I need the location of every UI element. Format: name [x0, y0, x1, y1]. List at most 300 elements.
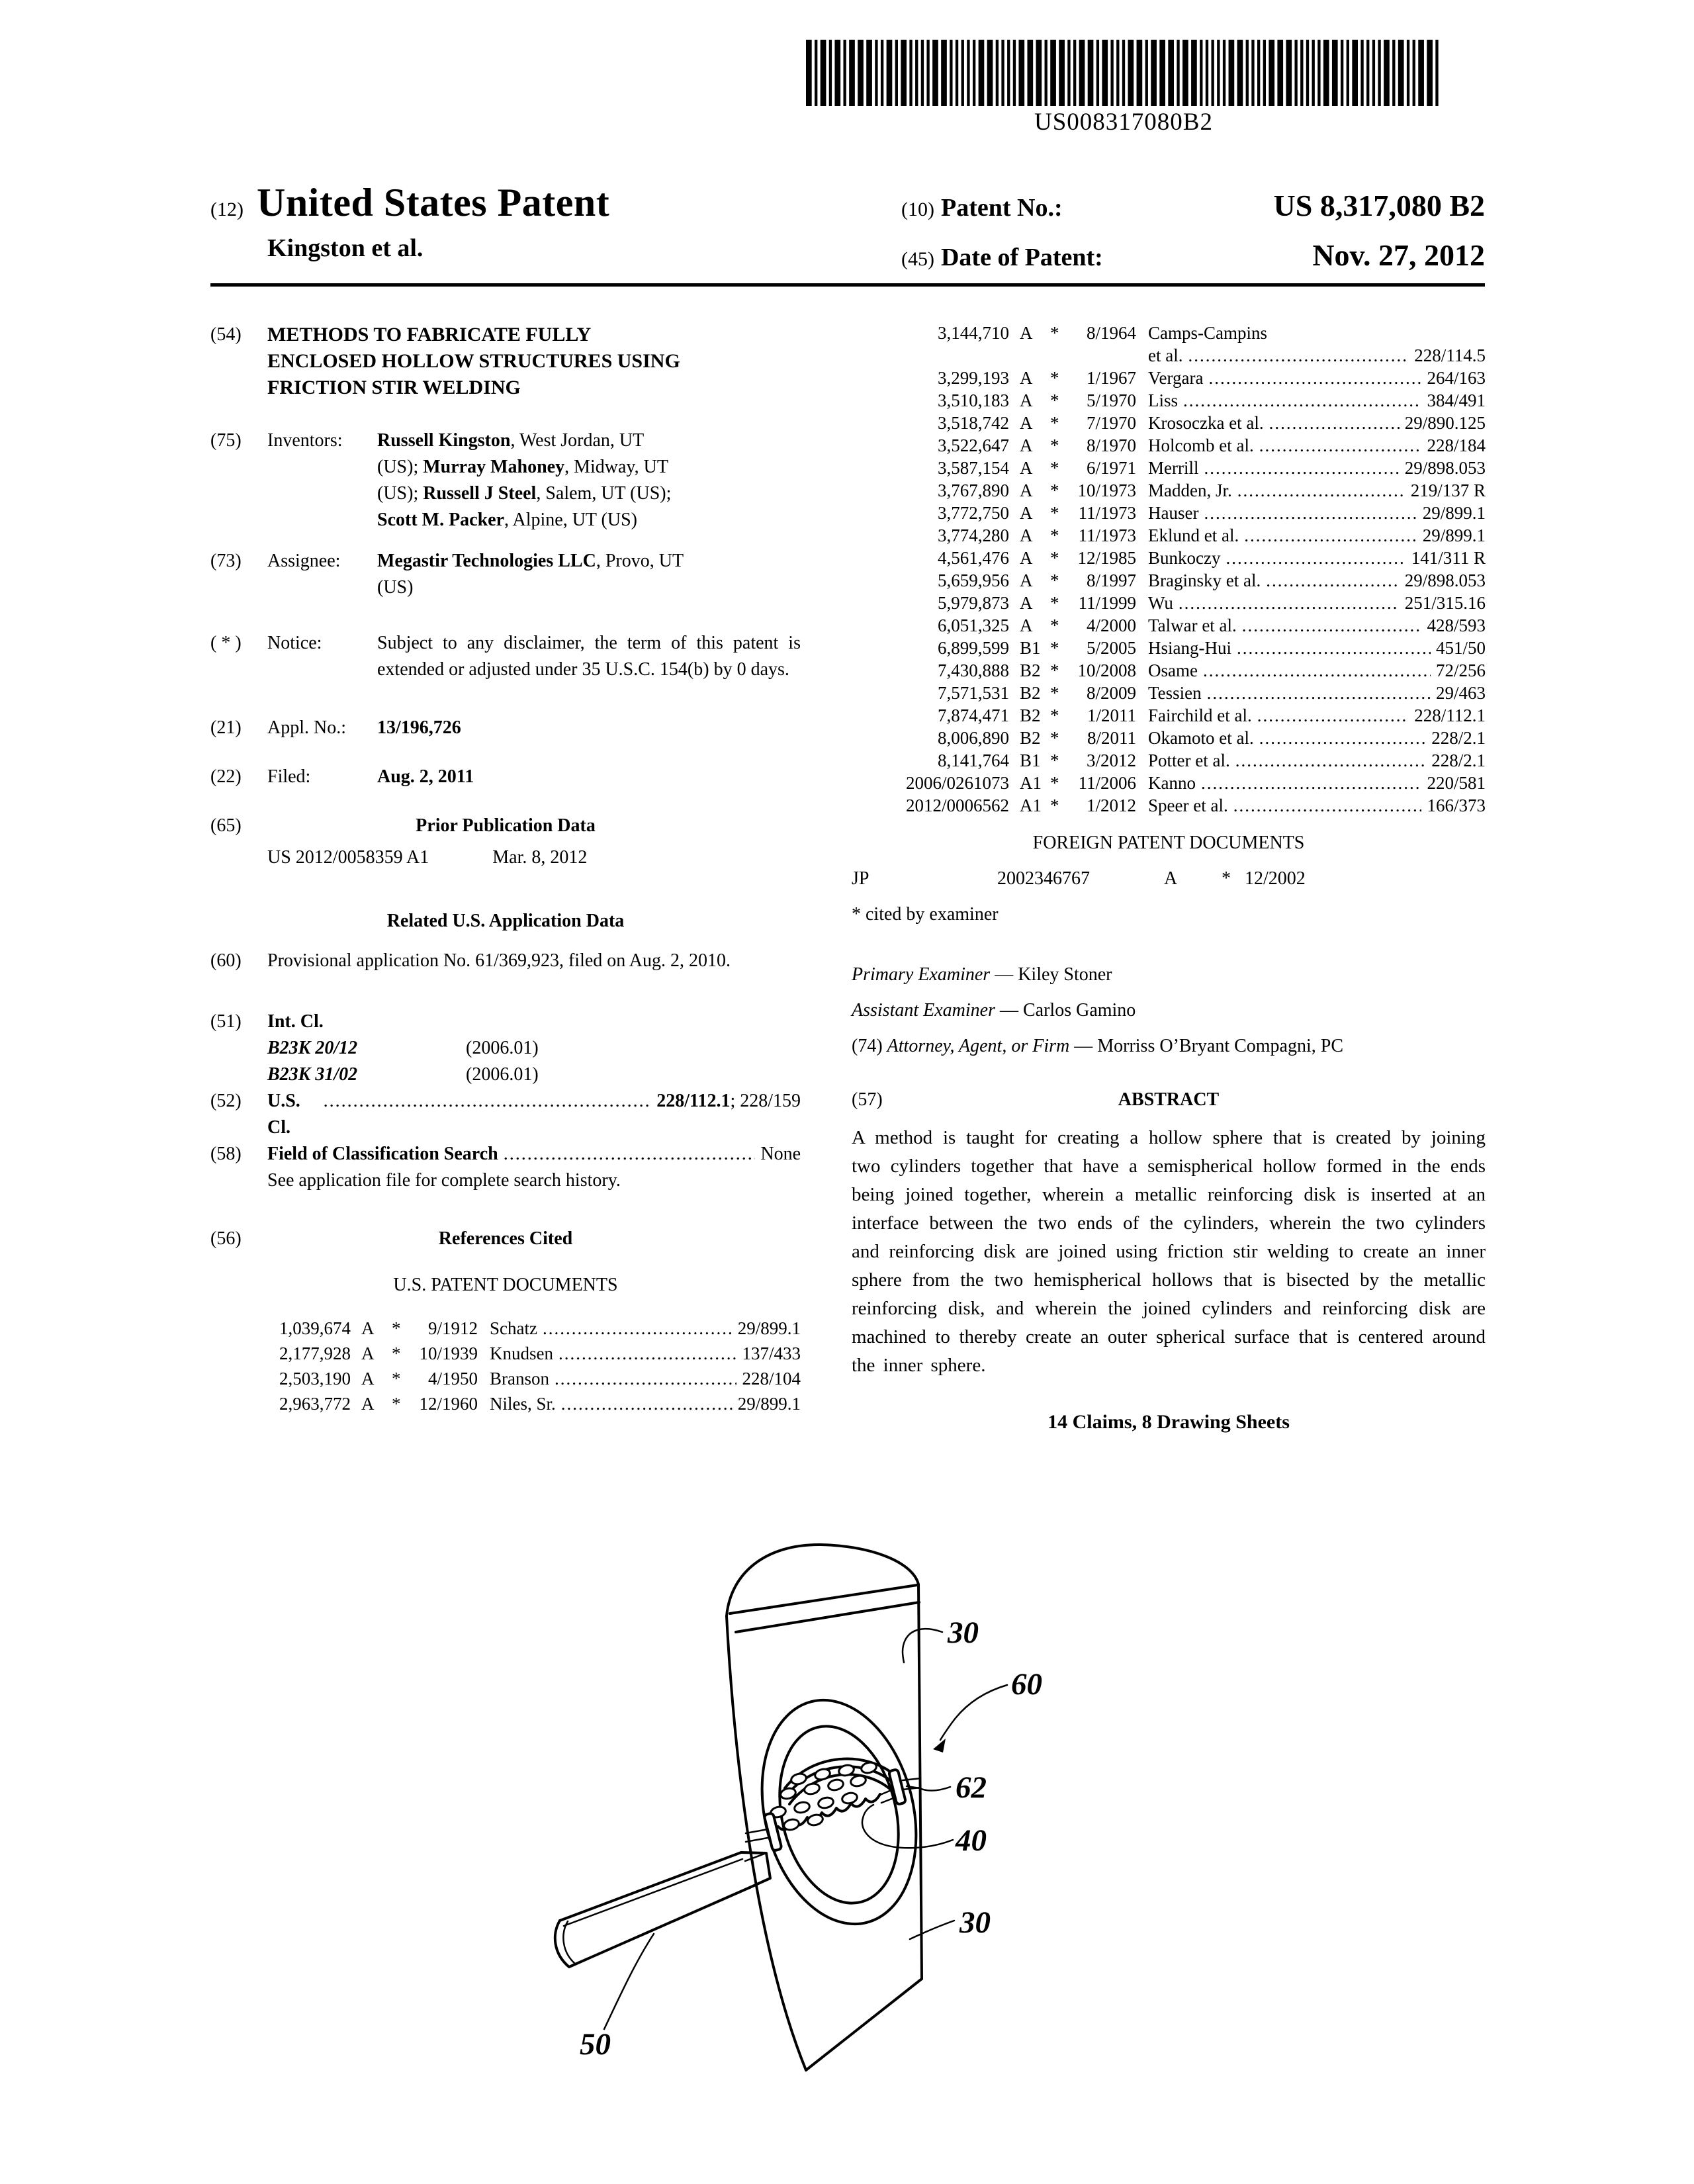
- tag-22: (22): [210, 766, 242, 787]
- attorney-name: Morriss O’Bryant Compagni, PC: [1097, 1036, 1344, 1056]
- citation-row: [852, 592, 1486, 614]
- primary-examiner-label: Primary Examiner: [852, 964, 991, 985]
- citation-row: [210, 1366, 801, 1391]
- citation-star: *: [1050, 570, 1059, 590]
- tag-52: (52): [210, 1091, 242, 1111]
- kind-code-12: (12): [210, 199, 244, 220]
- citation-kind: B2: [1020, 683, 1041, 703]
- assistant-examiner-label: Assistant Examiner: [852, 1000, 995, 1021]
- us-cl-secondary: ; 228/159: [730, 1091, 801, 1111]
- citation-number: 8,141,764: [938, 751, 1009, 770]
- citation-class: 29/463: [1435, 683, 1486, 703]
- citation-name: Potter et al.: [1148, 751, 1230, 770]
- dash: —: [1074, 1036, 1093, 1056]
- section-int-cl: [210, 1009, 801, 1035]
- citation-star: *: [1050, 683, 1059, 703]
- citation-row: [852, 569, 1486, 592]
- ref-label-30-top: 30: [948, 1615, 979, 1650]
- dot-leader: [1259, 727, 1427, 749]
- citation-row: [852, 457, 1486, 479]
- citation-kind: B2: [1020, 728, 1041, 748]
- dot-leader: [1266, 569, 1400, 592]
- citation-star: *: [1050, 323, 1059, 343]
- citation-name: Eklund et al.: [1148, 525, 1239, 545]
- citation-star: *: [1050, 638, 1059, 658]
- citation-row: [852, 749, 1486, 772]
- assignee-line: (US): [377, 577, 414, 598]
- references-cited-title: References Cited: [438, 1228, 573, 1249]
- citation-number: 3,299,193: [938, 368, 1009, 388]
- tag-65: (65): [210, 815, 242, 836]
- dot-leader: [1259, 434, 1422, 457]
- tag-60: (60): [210, 950, 242, 971]
- attorney-line: [852, 1028, 1486, 1064]
- tag-45: (45): [901, 248, 934, 270]
- inventors-label: Inventors:: [267, 430, 343, 451]
- field-search-value: None: [760, 1144, 801, 1164]
- citation-number: 8,006,890: [938, 728, 1009, 748]
- dot-leader: [1269, 412, 1400, 434]
- citation-class: 29/898.053: [1404, 570, 1486, 590]
- prior-publication-title: Prior Publication Data: [416, 815, 596, 836]
- patent-drawing: [516, 1516, 1085, 2091]
- tag-57: (57): [852, 1089, 883, 1110]
- barcode: [806, 40, 1441, 106]
- related-data-title: Related U.S. Application Data: [386, 911, 625, 931]
- citation-date: 5/1970: [1086, 390, 1136, 410]
- foreign-number: 2002346767: [997, 868, 1090, 889]
- dot-leader: [1233, 794, 1422, 817]
- citation-number: 2012/0006562: [905, 796, 1009, 815]
- citation-class: 219/137 R: [1410, 480, 1486, 500]
- section-inventors: [210, 428, 801, 533]
- section-title: [210, 322, 801, 401]
- header-left: [210, 180, 609, 263]
- int-cl-label: Int. Cl.: [267, 1011, 324, 1032]
- dash: —: [995, 964, 1014, 985]
- tag-10: (10): [901, 199, 934, 220]
- citation-row: [852, 479, 1486, 502]
- assistant-examiner-line: [852, 993, 1486, 1028]
- foreign-citation-row: [852, 866, 1486, 892]
- citation-class: 29/899.1: [737, 1318, 801, 1338]
- filed-label: Filed:: [267, 766, 311, 787]
- citation-name: Fairchild et al.: [1148, 705, 1252, 725]
- inventor-line: (US); Russell J Steel, Salem, UT (US);: [377, 483, 672, 504]
- right-column: [852, 322, 1486, 1435]
- citation-kind: B1: [1020, 638, 1041, 658]
- citation-star: *: [1050, 480, 1059, 500]
- citation-star: *: [1050, 390, 1059, 410]
- citation-star: *: [1050, 660, 1059, 680]
- citation-date: 1/2011: [1087, 705, 1136, 725]
- citation-class: 137/433: [742, 1343, 801, 1363]
- tag-73: (73): [210, 551, 242, 571]
- citation-date: 12/1985: [1077, 548, 1136, 568]
- date-label-text: Date of Patent:: [940, 244, 1103, 271]
- citation-kind: A: [1020, 368, 1033, 388]
- dot-leader: [1226, 547, 1405, 569]
- citation-kind: A: [1020, 435, 1033, 455]
- primary-examiner-line: [852, 957, 1486, 993]
- field-search-label: Field of Classification Search: [267, 1144, 498, 1164]
- citation-class: 428/593: [1427, 615, 1486, 635]
- dot-leader: [1201, 772, 1422, 794]
- citation-kind: A: [361, 1394, 375, 1414]
- int-cl-version: (2006.01): [466, 1038, 539, 1058]
- foreign-date: 12/2002: [1245, 868, 1306, 889]
- citation-row: [852, 322, 1486, 344]
- citation-name: Speer et al.: [1148, 796, 1228, 815]
- citation-date: 8/1997: [1086, 570, 1136, 590]
- citation-row: [852, 772, 1486, 794]
- citation-kind: A: [1020, 390, 1033, 410]
- citation-number: 3,767,890: [938, 480, 1009, 500]
- citation-number: 3,774,280: [938, 525, 1009, 545]
- citation-row: [210, 1391, 801, 1416]
- citation-date: 1/1967: [1086, 368, 1136, 388]
- patent-no-label: [901, 193, 1063, 222]
- abstract-title: ABSTRACT: [1118, 1089, 1220, 1110]
- citation-kind: A1: [1020, 773, 1042, 793]
- citation-number: 2,177,928: [279, 1343, 351, 1363]
- citation-class: 29/899.1: [1422, 525, 1486, 545]
- citation-star: *: [1050, 458, 1059, 478]
- citation-number: 6,899,599: [938, 638, 1009, 658]
- citation-date: 7/1970: [1086, 413, 1136, 433]
- arrow-60: [933, 1739, 946, 1752]
- citation-class: 166/373: [1427, 796, 1486, 815]
- citation-date: 10/1939: [419, 1343, 478, 1363]
- citation-date: 12/1960: [419, 1394, 478, 1414]
- citation-name: Liss: [1148, 390, 1179, 410]
- citation-star: *: [1050, 413, 1059, 433]
- citation-number: 2,503,190: [279, 1369, 351, 1388]
- citation-row: [852, 344, 1486, 367]
- citation-kind: A: [1020, 323, 1033, 343]
- citation-date: 11/2006: [1078, 773, 1136, 793]
- dash: —: [1000, 1000, 1018, 1021]
- int-cl-version: (2006.01): [466, 1064, 539, 1085]
- int-cl-class: B23K 31/02: [267, 1064, 358, 1085]
- citation-number: 3,144,710: [938, 323, 1009, 343]
- tag-58: (58): [210, 1144, 242, 1164]
- citation-star: *: [1050, 615, 1059, 635]
- citation-name: Merrill: [1148, 458, 1199, 478]
- citation-name: Holcomb et al.: [1148, 435, 1254, 455]
- citation-class: 228/2.1: [1431, 751, 1486, 770]
- citation-row: [852, 727, 1486, 749]
- citation-name: Braginsky et al.: [1148, 570, 1261, 590]
- section-us-cl: [210, 1088, 801, 1141]
- ref-label-62: 62: [956, 1770, 987, 1805]
- int-cl-row: [267, 1035, 801, 1062]
- claims-line: 14 Claims, 8 Drawing Sheets: [1048, 1411, 1290, 1433]
- citation-date: 6/1971: [1086, 458, 1136, 478]
- dot-leader: [1244, 524, 1417, 547]
- dot-leader: [1204, 502, 1417, 524]
- ref-label-30-bottom: 30: [959, 1905, 991, 1940]
- citation-number: 1,039,674: [279, 1318, 351, 1338]
- citation-date: 11/1973: [1078, 525, 1136, 545]
- related-data-header: [210, 908, 801, 934]
- ref-label-40: 40: [956, 1823, 987, 1858]
- tag-56: (56): [210, 1228, 242, 1249]
- citation-row: [852, 367, 1486, 389]
- tag-51: (51): [210, 1011, 242, 1032]
- citation-row: [210, 1341, 801, 1366]
- field-search-note: See application file for complete search history.: [267, 1170, 621, 1191]
- notice-text: Subject to any disclaimer, the term of this patent is extended or adjusted under 35 U.S.C. 154(b) by 0 days.: [377, 633, 801, 680]
- citation-number: 7,571,531: [938, 683, 1009, 703]
- citation-name: Wu: [1148, 593, 1173, 613]
- header-divider: [210, 283, 1485, 287]
- citation-name: Camps-Campins: [1148, 323, 1267, 343]
- dot-leader: [1242, 614, 1422, 637]
- citation-kind: A: [1020, 458, 1033, 478]
- citation-date: 10/2008: [1077, 660, 1136, 680]
- citation-name: Branson: [490, 1369, 549, 1388]
- dot-leader: [1237, 479, 1405, 502]
- citation-name: Hsiang-Hui: [1148, 638, 1231, 658]
- citation-date: 11/1999: [1078, 593, 1136, 613]
- citation-kind: B1: [1020, 751, 1041, 770]
- citation-star: *: [1050, 548, 1059, 568]
- int-cl-row: [267, 1062, 801, 1088]
- citation-kind: A: [1020, 615, 1033, 635]
- citation-class: 220/581: [1427, 773, 1486, 793]
- dot-leader: [1207, 682, 1431, 704]
- citation-date: 1/2012: [1086, 796, 1136, 815]
- foreign-country: JP: [852, 868, 869, 889]
- citation-class: 29/898.053: [1404, 458, 1486, 478]
- citation-star: *: [1050, 368, 1059, 388]
- citation-name: et al.: [1148, 345, 1183, 365]
- citation-date: 8/2011: [1087, 728, 1136, 748]
- citation-number: 6,051,325: [938, 615, 1009, 635]
- document-type: United States Patent: [256, 181, 610, 224]
- date-label: [901, 243, 1103, 272]
- citation-class: 141/311 R: [1411, 548, 1486, 568]
- section-filed: [210, 764, 801, 790]
- citation-date: 9/1912: [427, 1318, 478, 1338]
- dot-leader: [1208, 367, 1421, 389]
- foreign-kind: A: [1164, 868, 1178, 889]
- int-cl-class: B23K 20/12: [267, 1038, 358, 1058]
- header-right: [901, 188, 1485, 273]
- provisional-text: Provisional application No. 61/369,923, filed on Aug. 2, 2010.: [267, 950, 731, 971]
- section-provisional: [210, 948, 801, 974]
- citation-kind: A: [361, 1343, 375, 1363]
- us-cl-label: U.S. Cl.: [267, 1091, 300, 1138]
- citation-kind: A: [1020, 593, 1033, 613]
- dot-leader: [1179, 592, 1400, 614]
- citation-number: 3,522,647: [938, 435, 1009, 455]
- citation-date: 8/1964: [1086, 323, 1136, 343]
- citation-row: [852, 412, 1486, 434]
- section-appl-no: [210, 715, 801, 741]
- citation-kind: A: [1020, 525, 1033, 545]
- citation-kind: A1: [1020, 796, 1042, 815]
- dot-leader: [1183, 389, 1421, 412]
- tag-75: (75): [210, 430, 242, 451]
- citation-number: 2006/0261073: [905, 773, 1009, 793]
- citation-date: 10/1973: [1077, 480, 1136, 500]
- dot-leader: [555, 1366, 736, 1391]
- publication-number: US 2012/0058359 A1: [267, 847, 429, 868]
- citation-name: Vergara: [1148, 368, 1204, 388]
- invention-title-line: METHODS TO FABRICATE FULLY: [267, 324, 592, 345]
- citation-name: Okamoto et al.: [1148, 728, 1254, 748]
- citation-kind: B2: [1020, 705, 1041, 725]
- tag-star: ( * ): [210, 633, 242, 653]
- citation-class: 264/163: [1427, 368, 1486, 388]
- tag-21: (21): [210, 717, 242, 738]
- foreign-patent-documents-header: FOREIGN PATENT DOCUMENTS: [1032, 833, 1305, 853]
- citation-row: [852, 659, 1486, 682]
- citation-number: 4,561,476: [938, 548, 1009, 568]
- dot-leader: [1235, 749, 1427, 772]
- tag-74: (74): [852, 1036, 883, 1056]
- inventor-line: Russell Kingston, West Jordan, UT: [377, 430, 645, 451]
- citation-star: *: [1050, 728, 1059, 748]
- ref-label-60: 60: [1011, 1667, 1042, 1702]
- section-notice: [210, 630, 801, 683]
- cited-by-examiner-note: * cited by examiner: [852, 904, 999, 925]
- citation-date: 3/2012: [1086, 751, 1136, 770]
- dot-leader: [558, 1341, 736, 1366]
- citation-row: [210, 1316, 801, 1341]
- citation-star: *: [392, 1343, 401, 1363]
- citation-date: 11/1973: [1078, 503, 1136, 523]
- citation-number: 3,510,183: [938, 390, 1009, 410]
- us-patent-documents-header: U.S. PATENT DOCUMENTS: [393, 1275, 618, 1295]
- citation-date: 4/2000: [1086, 615, 1136, 635]
- appl-no-value: 13/196,726: [377, 717, 461, 738]
- citation-class: 228/184: [1427, 435, 1486, 455]
- citation-class: 251/315.16: [1404, 593, 1486, 613]
- appl-no-label: Appl. No.:: [267, 717, 346, 738]
- us-cl-value: [656, 1088, 801, 1115]
- citation-name: Niles, Sr.: [490, 1394, 556, 1414]
- citation-kind: A: [1020, 548, 1033, 568]
- citation-star: *: [1050, 751, 1059, 770]
- citation-number: 3,518,742: [938, 413, 1009, 433]
- citation-name: Hauser: [1148, 503, 1199, 523]
- citation-class: 384/491: [1427, 390, 1486, 410]
- citation-row: [852, 434, 1486, 457]
- citation-number: 7,874,471: [938, 705, 1009, 725]
- references-cited-header: [210, 1226, 801, 1252]
- assistant-examiner-name: Carlos Gamino: [1023, 1000, 1136, 1021]
- citation-kind: A: [1020, 503, 1033, 523]
- citation-kind: A: [1020, 413, 1033, 433]
- dot-leader: [1237, 637, 1431, 659]
- dot-leader: [543, 1316, 733, 1341]
- citation-row: [852, 547, 1486, 569]
- citation-class: 228/104: [742, 1369, 801, 1388]
- prior-publication-header: [210, 813, 801, 839]
- section-field-search: [210, 1141, 801, 1167]
- citation-name: Knudsen: [490, 1343, 553, 1363]
- left-column: [210, 322, 801, 1416]
- barcode-number: US008317080B2: [1034, 109, 1213, 136]
- citation-kind: A: [361, 1369, 375, 1388]
- citation-kind: B2: [1020, 660, 1041, 680]
- citation-kind: A: [1020, 570, 1033, 590]
- citation-star: *: [1050, 773, 1059, 793]
- citation-name: Kanno: [1148, 773, 1196, 793]
- citation-star: *: [1050, 593, 1059, 613]
- filed-value: Aug. 2, 2011: [377, 766, 474, 787]
- citation-class: 29/899.1: [1422, 503, 1486, 523]
- dot-leader: [1203, 659, 1431, 682]
- citation-kind: A: [1020, 480, 1033, 500]
- citation-row: [852, 614, 1486, 637]
- citation-star: *: [1050, 525, 1059, 545]
- citation-star: *: [392, 1318, 401, 1338]
- publication-date: Mar. 8, 2012: [492, 847, 588, 868]
- citation-number: 7,430,888: [938, 660, 1009, 680]
- citation-date: 4/1950: [427, 1369, 478, 1388]
- assignee-line: Megastir Technologies LLC, Provo, UT: [377, 551, 684, 571]
- citation-row: [852, 524, 1486, 547]
- citation-star: *: [1050, 503, 1059, 523]
- citation-row: [852, 704, 1486, 727]
- drawing-figure: [516, 1516, 1085, 2091]
- citation-number: 3,772,750: [938, 503, 1009, 523]
- barcode-bars: [806, 40, 1441, 106]
- citation-number: 5,659,956: [938, 570, 1009, 590]
- patent-no-label-text: Patent No.:: [940, 194, 1063, 222]
- dot-leader: [504, 1141, 756, 1167]
- dot-leader: [561, 1391, 733, 1416]
- primary-examiner-name: Kiley Stoner: [1018, 964, 1112, 985]
- abstract-header: [852, 1087, 1486, 1113]
- citation-row: [852, 502, 1486, 524]
- citation-date: 8/1970: [1086, 435, 1136, 455]
- citation-name: Talwar et al.: [1148, 615, 1237, 635]
- citation-number: 5,979,873: [938, 593, 1009, 613]
- citation-row: [852, 794, 1486, 817]
- invention-title-line: ENCLOSED HOLLOW STRUCTURES USING: [267, 350, 680, 372]
- dot-leader: [1204, 457, 1399, 479]
- assignee-label: Assignee:: [267, 551, 341, 571]
- citation-class: 228/2.1: [1431, 728, 1486, 748]
- citation-class: 72/256: [1435, 660, 1486, 680]
- citation-class: 29/890.125: [1404, 413, 1486, 433]
- inventor-line: Scott M. Packer, Alpine, UT (US): [377, 510, 637, 530]
- citation-star: *: [1050, 705, 1059, 725]
- citation-number: 3,587,154: [938, 458, 1009, 478]
- patent-date: Nov. 27, 2012: [1312, 238, 1485, 272]
- dot-leader: [1188, 344, 1409, 367]
- first-inventor: Kingston et al.: [267, 234, 424, 262]
- citation-kind: A: [361, 1318, 375, 1338]
- us-cl-primary: 228/112.1: [656, 1091, 731, 1111]
- section-assignee: [210, 548, 801, 601]
- citation-row: [852, 682, 1486, 704]
- citation-name: Osame: [1148, 660, 1198, 680]
- inventor-line: (US); Murray Mahoney, Midway, UT: [377, 457, 668, 477]
- patent-number: US 8,317,080 B2: [1273, 189, 1485, 222]
- citation-name: Schatz: [490, 1318, 537, 1338]
- citation-class: 228/114.5: [1414, 345, 1486, 365]
- ref-label-50: 50: [580, 2027, 611, 2062]
- abstract-text: A method is taught for creating a hollow sphere that is created by joining two cylinders together that have a semispherical hollow formed in the ends being joined together, wherein a metallic reinforcing disk is inserted at an interface between the two ends of the cylinders, wherein the two cylinders and reinforcing disk are joined using friction stir welding to create an inner sphere from the two hemispherical hollows that is bisected by the metallic reinforcing disk, and wherein the joined cylinders and reinforcing disk are machined to thereby create an outer spherical surface that is centered around the inner sphere.: [852, 1127, 1486, 1376]
- citation-date: 8/2009: [1086, 683, 1136, 703]
- citation-star: *: [392, 1394, 401, 1414]
